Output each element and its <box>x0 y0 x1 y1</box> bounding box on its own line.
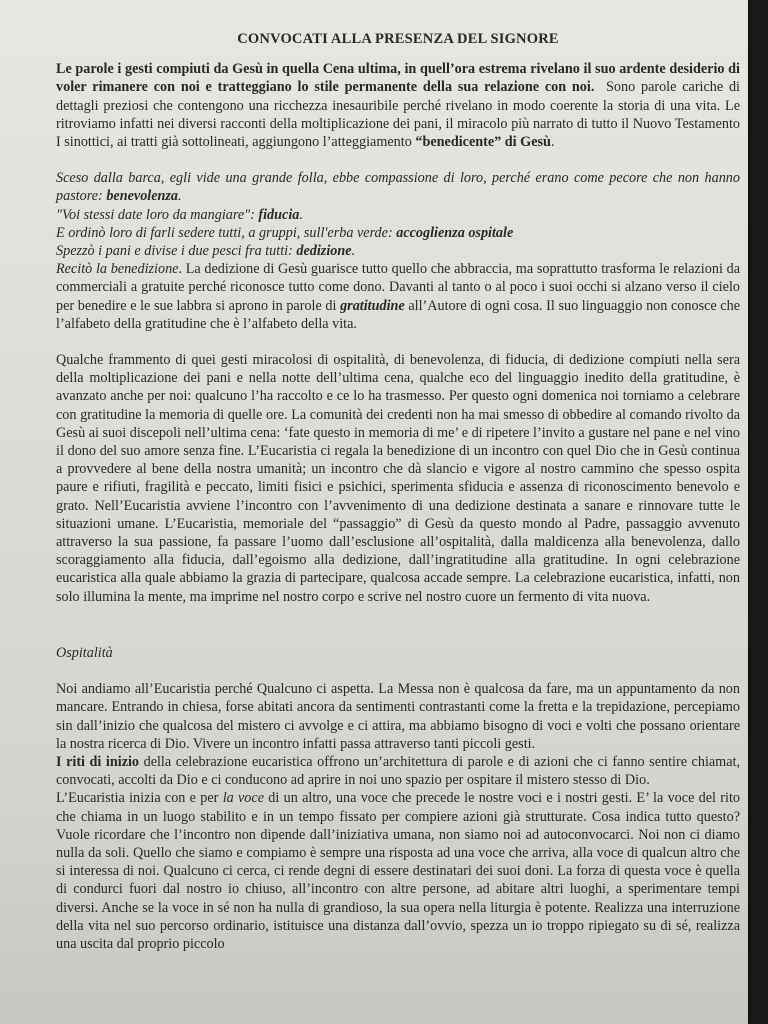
intro-bold-lead: Le parole i gesti compiuti da Gesù in quella Cena ultima, in quell’ora estrema rivelano il suo ardente desiderio di voler rimanere con noi e tratteggiano lo stile permanente della sua relazione con noi. <box>56 61 740 96</box>
hospitality-paragraph-3: L’Eucaristia inizia con e per la voce di un altro, una voce che precede le nostre voci e i nostri gesti. E’ la voce del rito che chiama in un luogo stabilito e in un tempo fissato per compiere azioni già strutturate. Cosa indica tutto questo? Vuole ricordare che l’incontro non dipende dall’iniziativa umana, non siamo noi ad autoconvocarci. Noi non ci diamo nulla da soli. Quello che siamo e compiamo è sempre una risposta ad una voce che arriva, alla voce di qualcun altro che si interessa di noi. Qualcuno ci cerca, ci rende degni di essere destinatari dei suoi doni. La forza di questa voce è quella di condurci fuori dal nostro io chiuso, all’incontro con altre persone, ad abitare altri luoghi, a sperimentare tempi diversi. Anche se la voce in sé non ha nulla di grandioso, la sua opera nella liturgia è potente. Realizza una interruzione della vita nel suo percorso ordinario, istituisce una distanza dall’ovvio, spezza un io troppo ripiegato su di sé, realizza una uscita dal proprio piccolo <box>56 790 740 952</box>
quote-line: E ordinò loro di farli sedere tutti, a gruppi, sull'erba verde: accoglienza ospitale <box>56 224 514 241</box>
intro-text: Sono parole cariche di dettagli preziosi che contengono una ricchezza inesauribile perché rivelano in modo coerente la storia di una vita. Le ritroviamo infatti nei diversi racconti della moltiplicazione dei pani, il miracolo più narrato di tutto il Nuovo Testamento I sinottici, ai tratti già sottolineati, aggiungono l’atteggiamento <box>56 79 741 151</box>
eucharist-paragraph: Qualche frammento di quei gesti miracolosi di ospitalità, di benevolenza, di fiducia, di dedizione compiuti nella sera della moltiplicazione dei pani e nella notte dell’ultima cena, qualche eco del linguaggio inedito della gratitudine, è avanzato anche per noi: qualcuno l’ha raccolto e ce lo ha trasmesso. Per questo ogni domenica noi torniamo a celebrare con gratitudine la memoria di quelle ore. La comunità dei credenti non ha mai smesso di obbedire al comando rivolto da Gesù ai suoi discepoli nell’ultima cena: ‘fate questo in memoria di me’ e di ripetere l’invito a gustare nel pane e nel vino il dono del suo amore senza fine. L’Eucaristia ci regala la benedizione di un incontro con quel Dio che in Gesù continua a provvedere al bene della nostra umanità; un incontro che dà slancio e vigore al nostro cammino che spesso ospita paure e rifiuti, fragilità e peccato, limiti fisici e psichici, sperimenta sfiducia e assenza di riconoscimento benevolo e grato. Nell’Eucaristia avviene l’incontro con l’avvenimento di una dedizione destinata a sanare e rinnovare tutte le situazioni umane. L’Eucaristia, memoriale del “passaggio” di Gesù da questo mondo al Padre, passaggio avvenuto attraverso la sua passione, fa passare l’uomo dall’esclusione all’ospitalità, dalla maldicenza alla benevolenza, dallo scoraggiamento alla fiducia, dall’egoismo alla dedizione, dall’ingratitudine alla gratitudine. In ogni celebrazione eucaristica alla quale abbiamo la grazia di partecipare, qualcosa accade sempre. La celebrazione eucaristica, infatti, non solo illumina la mente, ma imprime nel nostro corpo e scrive nel nostro cuore un fermento di vita nuova. <box>56 352 740 605</box>
gospel-quotes <box>56 169 740 260</box>
blessing-paragraph: Recitò la benedizione. La dedizione di Gesù guarisce tutto quello che abbraccia, ma soprattutto trasforma le relazioni da commerciali a gratuite perché riconosce tutto come dono. Davanti al tanto o al poco i suoi occhi si alzano verso il cielo per benedire e le sue labbra si aprono in parole di gratitudine all’Autore di ogni cosa. Il suo linguaggio non conosce che l’alfabeto della gratitudine che è l’alfabeto della vita. <box>56 261 740 332</box>
intro-bold-end: “benedicente” di Gesù <box>415 134 551 151</box>
quote-line: Sceso dalla barca, egli vide una grande folla, ebbe compassione di loro, perché erano come pecore che non hanno pastore: benevolenza. <box>56 170 740 205</box>
intro-paragraph: Le parole i gesti compiuti da Gesù in quella Cena ultima, in quell’ora estrema rivelano il suo ardente desiderio di voler rimanere con noi e tratteggiano lo stile permanente della sua relazione con noi. Sono parole cariche di dettagli preziosi che contengono una ricchezza inesauribile perché rivelano in modo coerente la storia di una vita. Le ritroviamo infatti nei diversi racconti della moltiplicazione dei pani, il miracolo più narrato di tutto il Nuovo Testamento I sinottici, ai tratti già sottolineati, aggiungono l’atteggiamento “benedicente” di Gesù. <box>56 61 741 151</box>
document-body <box>56 30 740 953</box>
hospitality-paragraph-2: I riti di inizio della celebrazione eucaristica offrono un’architettura di parole e di azioni che ci fanno sentire chiamat, convocati, accolti da Dio e ci conducono ad aprire in noi uno spazio per ospitare il mistero stesso di Dio. <box>56 753 741 789</box>
quote-line: "Voi stessi date loro da mangiare": fiducia. <box>56 206 303 223</box>
quote-line: Spezzò i pani e divise i due pesci fra tutti: dedizione. <box>56 243 356 260</box>
hospitality-paragraph-1: Noi andiamo all’Eucaristia perché Qualcuno ci aspetta. La Messa non è qualcosa da fare, ma un appuntamento da non mancare. Entrando in chiesa, forse abitati ancora da sentimenti contrastanti come la fretta e la trepidazione, percepiamo sin dall’inizio che qualcosa del mistero ci avvolge e ci attira, ma abbiamo bisogno di voci e volti che possano orientare la nostra ricerca di Dio. Vivere un incontro infatti passa attraverso tanti piccoli gesti. <box>56 681 740 752</box>
section-heading: Ospitalità <box>56 644 113 661</box>
page-title: CONVOCATI ALLA PRESENZA DEL SIGNORE <box>237 31 559 47</box>
